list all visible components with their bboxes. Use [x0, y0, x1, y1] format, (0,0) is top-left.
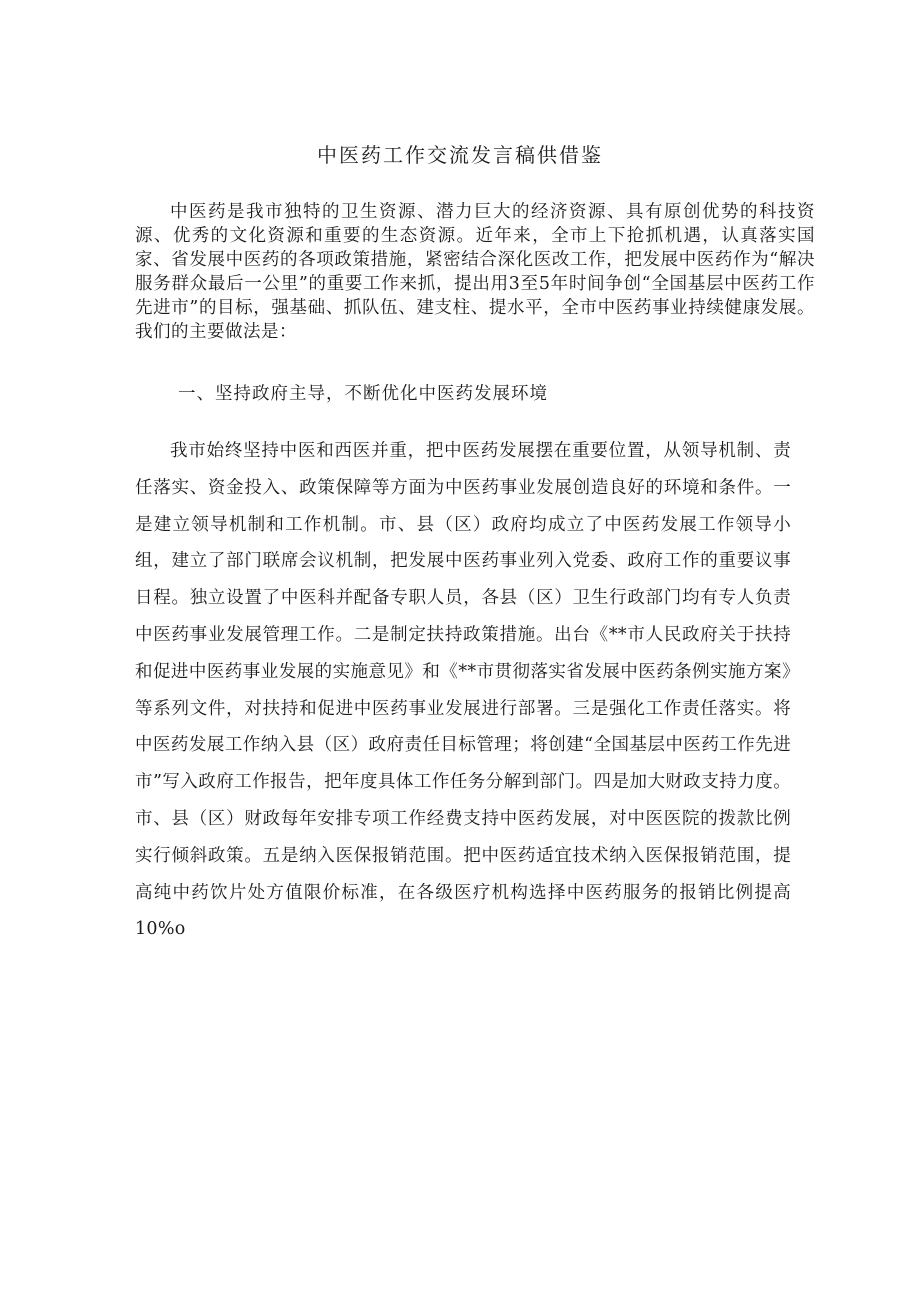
document-title: 中医药工作交流发言稿供借鉴 [317, 143, 603, 167]
section-body-paragraph: 我市始终坚持中医和西医并重，把中医药发展摆在重要位置，从领导机制、责任落实、资金投入、政策保障等方面为中医药事业发展创造良好的环境和条件。一是建立领导机制和工作机制。市、县（区）政府均成立了中医药发展工作领导小组，建立了部门联席会议机制，把发展中医药事业列入党委、政府工作的重要议事日程。独立设置了中医科并配备专职人员，各县（区）卫生行政部门均有专人负责中医药事业发展管理工作。二是制定扶持政策措施。出台《**市人民政府关于扶持和促进中医药事业发展的实施意见》和《**市贯彻落实省发展中医药条例实施方案》等系列文件，对扶持和促进中医药事业发展进行部署。三是强化工作责任落实。将中医药发展工作纳入县（区）政府责任目标管理；将创建“全国基层中医药工作先进市”写入政府工作报告，把年度具体工作任务分解到部门。四是加大财政支持力度。市、县（区）财政每年安排专项工作经费支持中医药发展，对中医医院的拨款比例实行倾斜政策。五是纳入医保报销范围。把中医药适宜技术纳入医保报销范围，提高纯中药饮片处方值限价标准，在各级医疗机构选择中医药服务的报销比例提高10%o [135, 441, 791, 940]
section-heading: 一、坚持政府主导，不断优化中医药发展环境 [178, 384, 548, 404]
intro-paragraph: 中医药是我市独特的卫生资源、潜力巨大的经济资源、具有原创优势的科技资源、优秀的文化资源和重要的生态资源。近年来，全市上下抢抓机遇，认真落实国家、省发展中医药的各项政策措施，紧密结合深化医改工作，把发展中医药作为“解决服务群众最后一公里”的重要工作来抓，提出用3至5年时间争创“全国基层中医药工作先进市”的目标，强基础、抓队伍、建支柱、提水平，全市中医药事业持续健康发展。我们的主要做法是： [135, 202, 815, 342]
